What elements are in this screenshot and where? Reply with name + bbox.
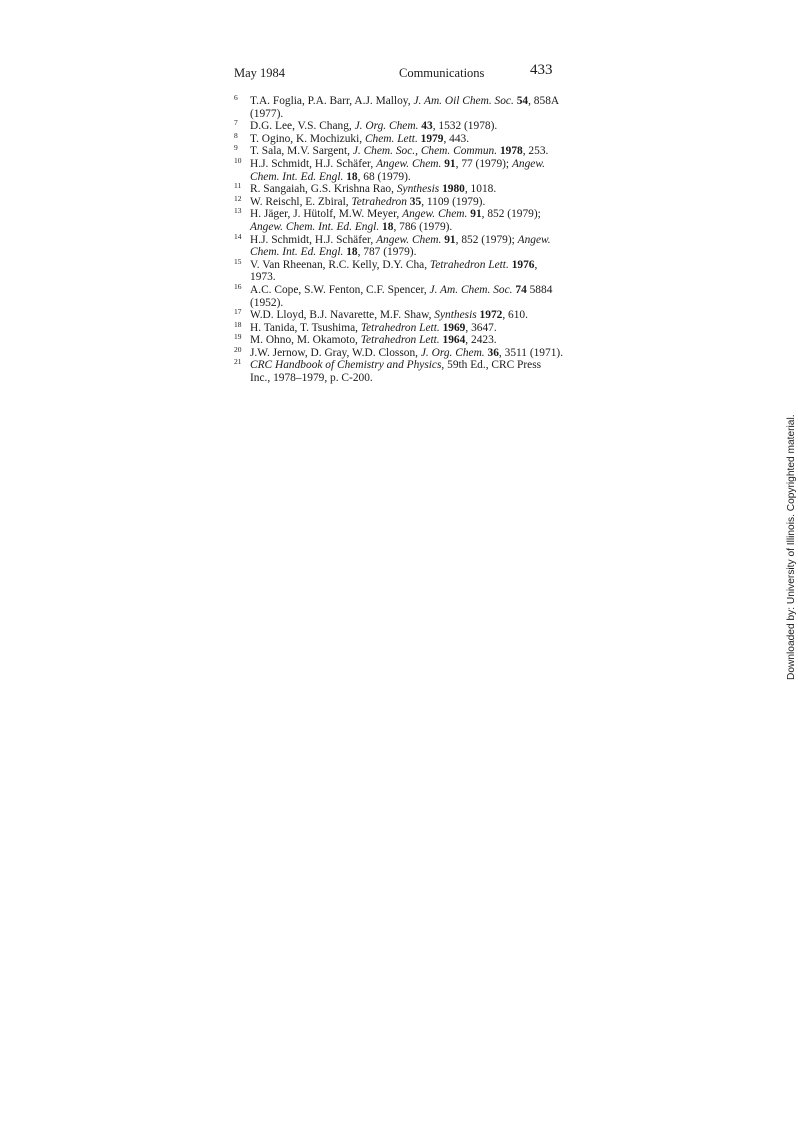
reference-number: 15 (234, 256, 242, 266)
reference-text (250, 347, 564, 360)
reference-journal: Angew. Chem. (402, 208, 468, 221)
reference-text (250, 158, 564, 183)
reference-journal: J. Am. Oil Chem. Soc. (413, 95, 514, 107)
reference-text (250, 208, 564, 233)
reference-number: 17 (234, 307, 242, 317)
reference-item (234, 231, 564, 259)
reference-number: 13 (234, 206, 242, 216)
reference-volume: 91 (444, 157, 456, 170)
reference-volume: 18 (346, 170, 358, 183)
reference-segment: V. Van Rheenan, R.C. Kelly, D.Y. Cha, (250, 258, 430, 271)
download-notice (786, 414, 798, 680)
reference-item (234, 145, 564, 158)
header-section-title: Communications (399, 66, 485, 80)
reference-journal: Tetrahedron Lett. (360, 321, 440, 334)
reference-volume: 1976 (511, 258, 535, 271)
reference-number: 20 (234, 344, 242, 354)
reference-segment: 5884 (1952). (250, 283, 553, 309)
reference-number: 7 (234, 118, 238, 128)
reference-segment: T. Sala, M.V. Sargent, (250, 145, 353, 158)
reference-segment: , 2423. (465, 334, 497, 347)
reference-volume: 1979 (420, 132, 444, 145)
reference-segment: , 3647. (465, 321, 497, 334)
reference-number: 14 (234, 231, 242, 241)
reference-journal: Angew. Chem. (376, 157, 442, 170)
reference-volume: 43 (421, 120, 433, 133)
reference-segment: , 443. (443, 132, 470, 145)
reference-item (234, 334, 564, 347)
reference-journal: CRC Handbook of Chemistry and Physics (250, 359, 442, 372)
reference-segment: , 1109 (1979). (421, 195, 486, 208)
reference-segment: , (528, 95, 531, 107)
reference-number: 8 (234, 130, 238, 140)
reference-volume: 1980 (442, 183, 465, 196)
reference-number: 9 (234, 143, 238, 153)
reference-segment: 858A (1977). (250, 95, 559, 120)
reference-text (250, 95, 564, 120)
reference-volume: 1978 (499, 145, 523, 158)
reference-item (234, 309, 564, 322)
running-header (234, 62, 554, 82)
reference-segment: A.C. Cope, S.W. Fenton, C.F. Spencer, (250, 283, 430, 296)
reference-volume: 18 (346, 246, 358, 259)
reference-volume: 18 (382, 220, 394, 233)
reference-segment: H. Tanida, T. Tsushima, (250, 321, 361, 334)
reference-text (250, 284, 564, 309)
reference-item (234, 208, 564, 233)
reference-journal: Synthesis (396, 183, 440, 196)
reference-volume: 36 (487, 346, 499, 359)
reference-number: 21 (234, 357, 242, 367)
reference-text (250, 183, 564, 196)
reference-item (234, 130, 564, 146)
header-date: May 1984 (234, 66, 286, 80)
reference-volume: 91 (444, 233, 456, 246)
reference-segment: , 59th Ed., CRC Press Inc., 1978–1979, p. C-200. (250, 359, 542, 385)
reference-number: 6 (234, 93, 238, 102)
reference-item (234, 193, 564, 209)
reference-journal: J. Org. Chem. (354, 120, 419, 133)
reference-segment: D.G. Lee, V.S. Chang, (250, 120, 355, 133)
reference-number: 11 (234, 181, 242, 191)
reference-segment: , 1018. (464, 183, 497, 196)
reference-segment: J.W. Jernow, D. Gray, W.D. Closson, (250, 346, 421, 359)
reference-journal: Tetrahedron (351, 195, 407, 208)
reference-text (250, 133, 564, 146)
reference-item (234, 256, 564, 284)
reference-segment: , 1532 (1978). (432, 120, 498, 133)
reference-number: 18 (234, 319, 242, 329)
reference-number: 19 (234, 332, 242, 342)
reference-segment: , 610. (502, 309, 528, 322)
reference-segment: , 787 (1979). (357, 246, 417, 259)
reference-segment: , 253. (522, 145, 549, 158)
reference-volume: 74 (515, 283, 527, 296)
reference-list (234, 95, 564, 385)
reference-volume: 1972 (479, 309, 503, 322)
reference-text (250, 234, 564, 259)
reference-journal: J. Am. Chem. Soc. (429, 283, 513, 296)
reference-item (234, 359, 564, 384)
reference-segment: T.A. Foglia, P.A. Barr, A.J. Malloy, (250, 95, 414, 107)
reference-journal: Angew. Chem. (376, 233, 442, 246)
reference-journal: Tetrahedron Lett. (429, 258, 509, 271)
reference-volume: 1969 (442, 321, 466, 334)
reference-journal: Tetrahedron Lett. (360, 334, 440, 347)
reference-text (250, 145, 564, 158)
reference-number: 12 (234, 193, 242, 203)
reference-item (234, 344, 564, 360)
reference-journal: J. Chem. Soc., Chem. Commun. (352, 145, 498, 158)
reference-text (250, 309, 564, 322)
reference-segment: , 786 (1979). (393, 220, 453, 233)
reference-segment: , 77 (1979); (455, 157, 512, 170)
reference-segment: W. Reischl, E. Zbiral, (250, 195, 352, 208)
reference-segment: R. Sangaiah, G.S. Krishna Rao, (250, 183, 397, 196)
reference-segment: H.J. Schmidt, H.J. Schäfer, (250, 157, 377, 170)
reference-journal: Angew. Chem. Int. Ed. Engl. (250, 233, 551, 259)
reference-volume: 91 (470, 208, 482, 221)
reference-journal: Angew. Chem. Int. Ed. Engl. (250, 157, 545, 183)
reference-text (250, 196, 564, 209)
reference-segment: T. Ogino, K. Mochizuki, (250, 132, 365, 145)
reference-text (250, 322, 564, 335)
reference-text (250, 120, 564, 133)
reference-item (234, 319, 564, 335)
reference-item (234, 120, 564, 133)
reference-volume: 54 (516, 95, 529, 107)
reference-segment: , 3511 (1971). (498, 346, 564, 359)
reference-segment: , 852 (1979); (455, 233, 518, 246)
reference-segment: , 852 (1979); (481, 208, 541, 221)
reference-item (234, 281, 564, 309)
reference-journal: Chem. Lett. (364, 132, 418, 145)
page-number: 433 (530, 62, 553, 78)
reference-item (234, 95, 564, 120)
reference-item (234, 183, 564, 196)
reference-text (250, 359, 564, 384)
reference-item (234, 155, 564, 183)
download-notice-text: Downloaded by: University of Illinois. Copyrighted material. (786, 414, 797, 680)
reference-segment: H.J. Schmidt, H.J. Schäfer, (250, 233, 377, 246)
reference-journal: Synthesis (434, 309, 477, 322)
reference-segment: , 1973. (250, 258, 538, 284)
reference-segment: H. Jäger, J. Hütolf, M.W. Meyer, (250, 208, 403, 221)
reference-journal: Angew. Chem. Int. Ed. Engl. (250, 220, 380, 233)
reference-number: 16 (234, 281, 242, 291)
reference-text (250, 334, 564, 347)
reference-volume: 35 (409, 195, 422, 208)
reference-journal: J. Org. Chem. (420, 346, 485, 359)
reference-volume: 1964 (442, 334, 466, 347)
reference-segment: M. Ohno, M. Okamoto, (250, 334, 361, 347)
reference-segment: W.D. Lloyd, B.J. Navarette, M.F. Shaw, (250, 309, 435, 322)
reference-segment: , 68 (1979). (357, 170, 411, 183)
reference-number: 10 (234, 155, 242, 165)
reference-text (250, 259, 564, 284)
